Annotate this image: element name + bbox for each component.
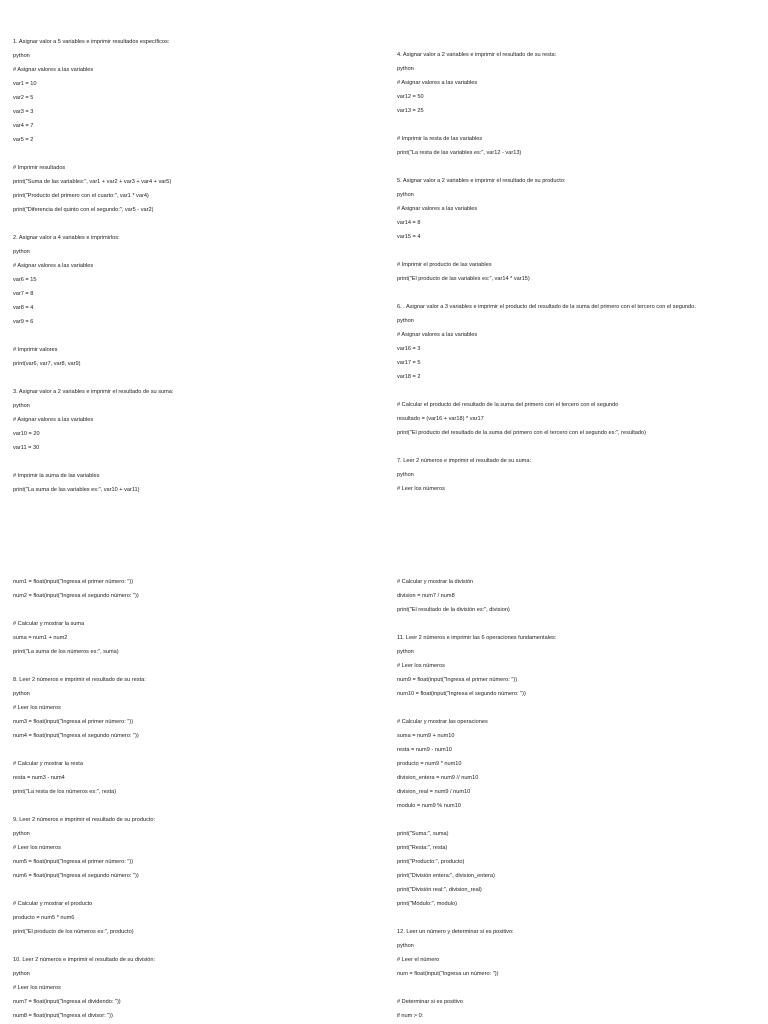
text-line: 8. Leer 2 números e imprimir el resultado de su resta: [13,677,146,683]
text-line: # Calcular y mostrar la suma [13,621,85,627]
text-line: # Asignar valores a las variables [13,417,94,423]
text-line [397,617,768,631]
text-line: python [397,318,414,324]
text-line: var9 = 6 [13,319,34,325]
text-line: var17 = 5 [397,360,421,366]
column-top-left [13,35,385,497]
text-line: print("Producto del primero con el cuarto:", var1 * var4) [13,193,149,199]
text-line: print("El producto de las variables es:", var14 * var15) [397,276,530,282]
text-line: 11. Leer 2 números e imprimir las 6 operaciones fundamentales: [397,635,557,641]
text-line: # Calcular y mostrar el producto [13,901,93,907]
text-line: # Leer los números [13,985,61,991]
text-line [13,329,385,343]
text-line: print("Suma:", suma) [397,831,449,837]
text-line: print(var6, var7, var8, var9) [13,361,81,367]
text-line [397,440,768,454]
text-line: print("Producto:", producto) [397,859,465,865]
text-line: print("La resta de las variables es:", var12 - var13) [397,150,522,156]
text-line: 7. Leer 2 números e imprimir el resultado de su suma: [397,458,531,464]
text-line: # Asignar valores a las variables [397,80,478,86]
text-line [397,384,768,398]
text-line: python [13,971,30,977]
text-line: # Asignar valores a las variables [13,263,94,269]
text-line: print("División entera:", division_entera) [397,873,495,879]
text-line: python [397,943,414,949]
text-line [13,217,385,231]
text-line [397,911,768,925]
text-line: print("La suma de los números es:", suma) [13,649,119,655]
text-line: resta = num3 - num4 [13,775,65,781]
text-line: print("Resta:", resta) [397,845,448,851]
text-line [397,244,768,258]
text-line: # Imprimir resultados [13,165,66,171]
text-line: producto = num9 * num10 [397,761,462,767]
text-line: var18 = 2 [397,374,421,380]
text-line: 12. Leer un número y determinar si es positivo: [397,929,514,935]
text-line: # Leer los números [13,705,61,711]
text-line: var2 = 5 [13,95,34,101]
text-line: # Imprimir la resta de las variables [397,136,483,142]
text-line: 5. Asignar valor a 2 variables e imprimir el resultado de su producto: [397,178,566,184]
text-line: division_real = num9 / num10 [397,789,471,795]
text-line: num4 = float(input("Ingresa el segundo número: ")) [13,733,139,739]
text-line [397,160,768,174]
text-line: num10 = float(input("Ingresa el segundo número: ")) [397,691,526,697]
text-line: var12 = 50 [397,94,424,100]
text-line: # Calcular y mostrar la división [397,579,474,585]
text-line: suma = num1 + num2 [13,635,68,641]
text-line: num8 = float(input("Ingresa el divisor: ")) [13,1013,113,1019]
text-line: 10. Leer 2 números e imprimir el resultado de su división: [13,957,156,963]
text-line: # Leer los números [397,486,445,492]
text-line: var10 = 20 [13,431,40,437]
text-line: 1. Asignar valor a 5 variables e imprimir resultados específicos: [13,39,170,45]
text-line: num3 = float(input("Ingresa el primer número: ")) [13,719,134,725]
text-line: num9 = float(input("Ingresa el primer número: ")) [397,677,518,683]
text-line [397,118,768,132]
text-line: print("La resta de los números es:", resta) [13,789,117,795]
text-line: 9. Leer 2 números e imprimir el resultado de su producto: [13,817,156,823]
text-line [397,813,768,827]
text-line: suma = num9 + num10 [397,733,455,739]
text-line: 4. Asignar valor a 2 variables e imprimir el resultado de su resta: [397,52,557,58]
text-line: # Asignar valores a las variables [397,332,478,338]
text-line: 2. Asignar valor a 4 variables e imprimirlos: [13,235,120,241]
text-line [13,883,385,897]
text-line: var6 = 15 [13,277,37,283]
text-line: # Leer el número [397,957,440,963]
text-line: var1 = 10 [13,81,37,87]
text-line: modulo = num9 % num10 [397,803,461,809]
text-line [13,147,385,161]
text-line: # Imprimir el producto de las variables [397,262,492,268]
text-line: num = float(input("Ingresa un número: ")) [397,971,499,977]
text-line: # Calcular y mostrar las operaciones [397,719,488,725]
text-line: var15 = 4 [397,234,421,240]
text-line: # Leer los números [13,845,61,851]
text-line: python [13,403,30,409]
text-line: 6. . Asignar valor a 3 variables e imprimir el producto del resultado de la suma del primero con el tercero con el segundo. [397,304,696,310]
text-line: # Imprimir la suma de las variables [13,473,100,479]
text-line: num1 = float(input("Ingresa el primer número: ")) [13,579,134,585]
text-line: 3. Asignar valor a 2 variables e imprimir el resultado de su suma: [13,389,174,395]
text-line: print("División real:", division_real) [397,887,482,893]
text-line: num2 = float(input("Ingresa el segundo número: ")) [13,593,139,599]
text-line [13,939,385,953]
text-line [13,659,385,673]
text-line: # Calcular el producto del resultado de la suma del primero con el tercero con el segundo [397,402,619,408]
text-line: print("La suma de las variables es:", var10 + var11) [13,487,140,493]
text-line: print("El producto del resultado de la suma del primero con el tercero con el segundo es:", resultado) [397,430,646,436]
column-bottom-left [13,575,385,1023]
text-line: num7 = float(input("Ingresa el dividendo: ")) [13,999,121,1005]
text-line: var3 = 3 [13,109,34,115]
text-line [13,371,385,385]
text-line: var5 = 2 [13,137,34,143]
column-bottom-right [397,575,768,1023]
text-line: python [397,66,414,72]
text-line: # Determinar si es positivo [397,999,463,1005]
text-line: # Asignar valores a las variables [13,67,94,73]
text-line: var14 = 8 [397,220,421,226]
text-line: # Asignar valores a las variables [397,206,478,212]
column-top-right [397,48,768,496]
text-line: var4 = 7 [13,123,34,129]
text-line: # Imprimir valores [13,347,58,353]
text-line: print("El resultado de la división es:", division) [397,607,510,613]
text-line: python [397,192,414,198]
text-line: print("El producto de los números es:", producto) [13,929,134,935]
text-line [397,981,768,995]
text-line: num5 = float(input("Ingresa el primer número: ")) [13,859,134,865]
text-line: num6 = float(input("Ingresa el segundo número: ")) [13,873,139,879]
text-line: python [13,53,30,59]
text-line [13,603,385,617]
text-line: print("Diferencia del quinto con el segundo:", var5 - var2) [13,207,154,213]
text-line: print("Suma de las variables:", var1 + var2 + var3 + var4 + var5) [13,179,172,185]
text-line: var8 = 4 [13,305,34,311]
text-line: python [397,649,414,655]
text-line: division_entera = num9 // num10 [397,775,479,781]
text-line [397,286,768,300]
text-line: python [397,472,414,478]
text-line: resta = num9 - num10 [397,747,452,753]
text-line: var16 = 3 [397,346,421,352]
text-line: if num > 0: [397,1013,424,1019]
text-line: var11 = 30 [13,445,40,451]
text-line: python [13,831,30,837]
text-line: python [13,249,30,255]
text-line [13,455,385,469]
text-line: producto = num5 * num6 [13,915,75,921]
text-line [13,743,385,757]
text-line: resultado = (var16 + var18) * var17 [397,416,484,422]
text-line: var7 = 8 [13,291,34,297]
text-line: print("Módulo:", modulo) [397,901,457,907]
text-line: var13 = 25 [397,108,424,114]
text-line [13,799,385,813]
text-line [397,701,768,715]
text-line: python [13,691,30,697]
text-line: # Leer los números [397,663,445,669]
text-line: division = num7 / num8 [397,593,455,599]
text-line: # Calcular y mostrar la resta [13,761,83,767]
